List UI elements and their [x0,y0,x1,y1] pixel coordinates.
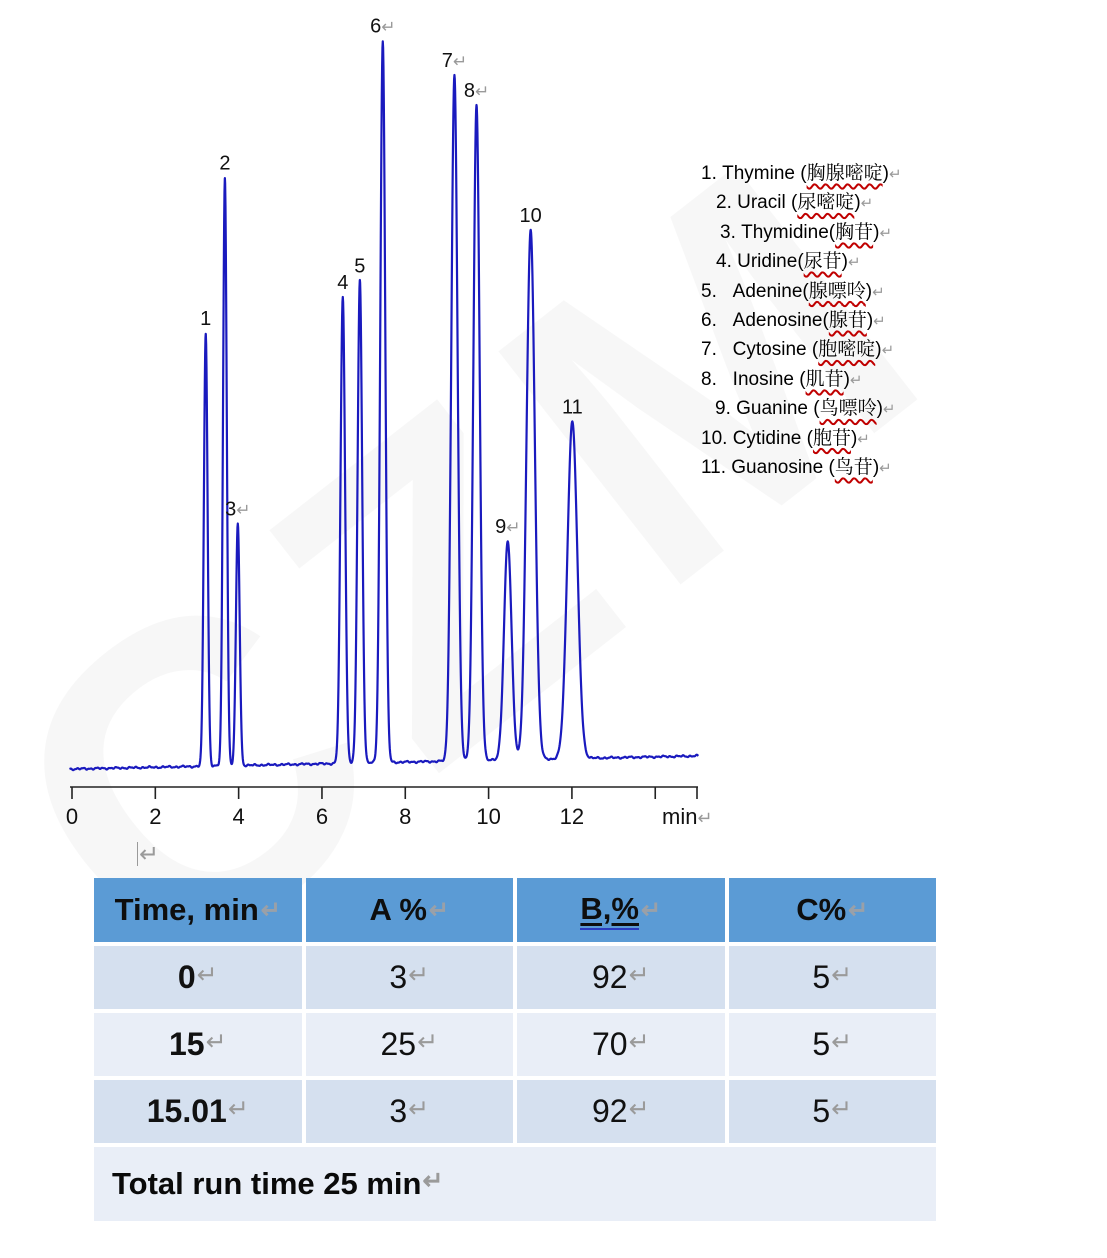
return-mark-icon: ↵ [205,1027,227,1056]
legend-chinese-name: 胞嘧啶 [818,339,876,361]
legend-chinese-name: 尿嘧啶 [797,192,855,214]
legend-item: 8. Inosine (肌苷)↵ [701,368,863,390]
legend-chinese-name: 尿苷 [803,251,842,273]
x-tick-label: 2 [149,804,162,829]
return-mark-icon: ↵ [848,254,861,272]
return-mark-icon: ↵ [831,960,853,989]
peak-label-6: 6↵ [370,15,396,38]
return-mark-icon: ↵ [882,401,896,419]
table-cell: 92 ↵ [517,1080,725,1143]
return-mark-icon: ↵ [849,371,863,389]
legend-item: 2. Uracil (尿嘧啶)↵ [716,192,874,214]
peak-label-1: 1 [200,308,212,331]
return-mark-icon: ↵ [857,430,871,448]
caret-bar [137,842,138,866]
legend-chinese-name: 胸苷 [835,221,874,243]
legend-item: 11. Guanosine (鸟苷)↵ [701,457,892,479]
return-mark-icon: ↵ [408,960,430,989]
return-mark-icon: ↵ [196,960,218,989]
x-tick-label: 0 [65,804,79,829]
table-cell: 92 ↵ [517,946,725,1009]
return-mark-icon: ↵ [428,896,450,924]
legend-item: 1. Thymine (胸腺嘧啶)↵ [701,163,902,184]
x-axis-unit-label: min↵ [662,804,713,829]
peak-label-4: 4 [337,271,349,294]
x-tick-label: 12 [559,804,585,829]
table-header-cell: Time, min ↵ [94,878,302,942]
x-tick-label: 4 [232,804,245,829]
return-mark-icon: ↵ [848,896,869,924]
table-footer-total-run-time: Total run time 25 min ↵ [94,1147,936,1221]
return-mark-icon: ↵ [879,224,893,242]
legend-chinese-name: 胸腺嘧啶 [806,163,883,184]
return-mark-icon: ↵ [227,1094,249,1123]
paragraph-mark [137,840,159,869]
gradient-table [94,878,936,1221]
peak-label-3: 3↵ [225,498,251,521]
table-cell: 15.01 ↵ [94,1080,302,1143]
chromatogram-trace [70,41,699,770]
peak-label-9: 9↵ [495,516,521,539]
x-axis [70,787,698,799]
legend-item: 6. Adenosine(腺苷)↵ [701,310,886,332]
table-cell: 5 ↵ [729,946,937,1009]
return-mark-icon: ↵ [260,896,281,924]
legend-chinese-name: 肌苷 [805,368,844,390]
legend-chinese-name: 腺苷 [828,310,867,332]
return-mark-icon: ↵ [873,313,886,331]
return-mark-icon: ↵ [408,1094,430,1123]
table-header-cell: C% ↵ [729,878,937,942]
return-mark-icon: ↵ [628,1027,650,1056]
legend-item: 7. Cytosine (胞嘧啶)↵ [701,339,895,361]
peak-label-5: 5 [354,255,366,278]
legend-chinese-name: 鸟嘌呤 [819,398,877,420]
table-cell: 70 ↵ [517,1013,725,1076]
table-cell: 15 ↵ [94,1013,302,1076]
table-header-cell: B,% ↵ [517,878,725,942]
peak-label-11: 11 [561,396,583,419]
x-tick-label: 8 [399,804,412,829]
legend-item: 4. Uridine(尿苷)↵ [716,251,861,273]
legend-item: 9. Guanine (鸟嘌呤)↵ [715,398,896,420]
return-mark-icon: ↵ [628,960,650,989]
peak-label-2: 2 [219,152,231,175]
peak-legend [701,160,902,483]
return-mark-icon: ↵ [831,1094,853,1123]
peak-label-10: 10 [519,205,542,228]
legend-item: 3. Thymidine(胸苷)↵ [720,221,893,243]
table-cell: 25 ↵ [306,1013,514,1076]
return-mark-icon: ↵ [888,166,902,183]
return-mark-icon: ↵ [879,460,892,478]
return-mark-icon: ↵ [860,195,874,213]
x-tick-label: 10 [476,804,501,829]
return-mark-icon: ↵ [139,841,160,868]
return-mark-icon: ↵ [831,1027,853,1056]
legend-chinese-name: 腺嘌呤 [808,280,866,302]
legend-chinese-name: 胞苷 [812,427,851,449]
peak-label-7: 7↵ [441,50,468,73]
return-mark-icon: ↵ [422,1167,444,1195]
table-cell: 0 ↵ [94,946,302,1009]
chromatogram-plot [0,0,740,845]
return-mark-icon: ↵ [640,896,662,924]
x-tick-label: 6 [315,804,329,829]
legend-chinese-name: 鸟苷 [834,457,873,479]
return-mark-icon: ↵ [628,1094,650,1123]
return-mark-icon: ↵ [872,283,885,301]
table-header-cell: A % ↵ [306,878,514,942]
table-cell: 5 ↵ [729,1013,937,1076]
return-mark-icon: ↵ [881,342,895,360]
return-mark-icon: ↵ [417,1027,439,1056]
table-cell: 3 ↵ [306,1080,514,1143]
legend-item: 10. Cytidine (胞苷)↵ [701,427,871,449]
table-cell: 5 ↵ [729,1080,937,1143]
table-cell: 3 ↵ [306,946,514,1009]
peak-label-8: 8↵ [463,79,490,102]
legend-item: 5. Adenine(腺嘌呤)↵ [701,280,885,302]
